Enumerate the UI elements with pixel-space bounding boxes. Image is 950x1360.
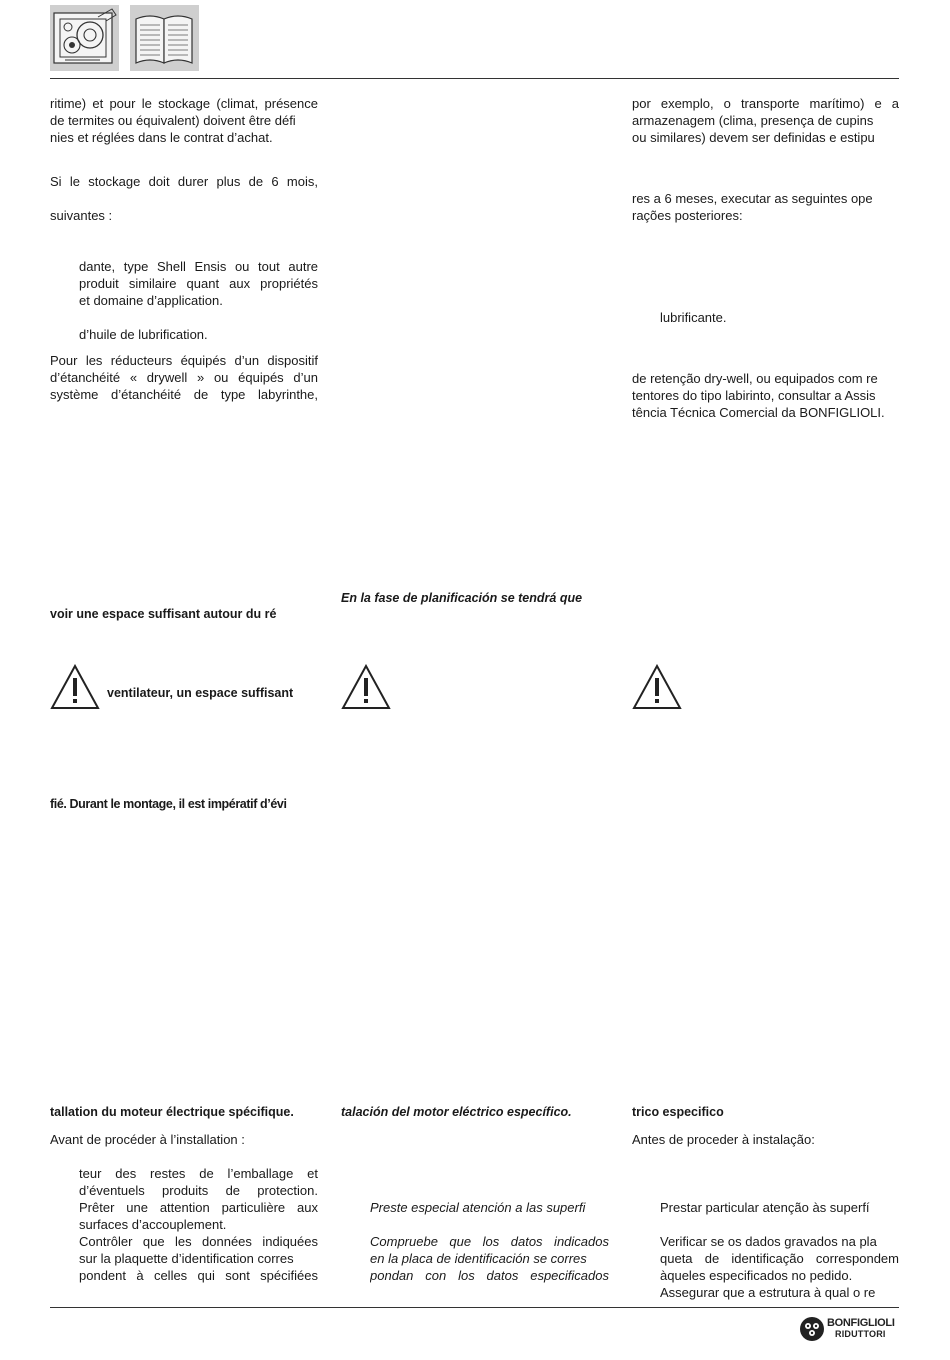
pt-p1-line2: armazenagem (clima, presença de cupins	[632, 113, 874, 128]
fr-warning-icon	[50, 664, 100, 710]
brand-bottom: RIDUTTORI	[835, 1329, 886, 1339]
pt-p1-line3: ou similares) devem ser definidas e estipu	[632, 130, 875, 145]
fr-p2-line1: Si le stockage doit durer plus de 6 mois,	[50, 174, 318, 189]
fr-p3-line2: produit similaire quant aux propriétés	[79, 276, 318, 291]
fr-bold2: fié. Durant le montage, il est impératif d’évi	[50, 797, 287, 811]
pt-p7-line1: Verificar se os dados gravados na pla	[660, 1234, 877, 1249]
es-p2-line3: pondan con los datos especificados	[370, 1268, 609, 1283]
pt-p5: Antes de proceder à instalação:	[632, 1132, 815, 1147]
fr-bold1: voir une espace suffisant autour du ré	[50, 607, 277, 621]
pt-p1-line1: por exemplo, o transporte marítimo) e a	[632, 96, 899, 111]
fr-p1-line3: nies et réglées dans le contrat d’achat.	[50, 130, 273, 145]
pt-bold1: trico especifico	[632, 1105, 724, 1119]
fr-p2-line2: suivantes :	[50, 208, 113, 223]
fr-p5-line3: système d’étanchéité de type labyrinthe,	[50, 387, 318, 402]
footer-rule	[50, 1307, 899, 1308]
fr-p1-line1: ritime) et pour le stockage (climat, présence	[50, 96, 318, 111]
brand-top: BONFIGLIOLI	[827, 1317, 895, 1329]
es-bold1: En la fase de planificación se tendrá que	[341, 591, 583, 605]
bonfiglioli-logo-mark-icon	[799, 1316, 825, 1342]
pt-p7-line3: àqueles especificados no pedido.	[660, 1268, 853, 1283]
fr-p6: Avant de procéder à l’installation :	[50, 1132, 245, 1147]
pt-p7-line2: queta de identificação correspondem	[660, 1251, 899, 1266]
fr-p3-line1: dante, type Shell Ensis ou tout autre	[79, 259, 318, 274]
fr-p7-line3: Prêter une attention particulière aux	[79, 1200, 318, 1215]
fr-p5-line1: Pour les réducteurs équipés d’un dispositif	[50, 353, 318, 368]
pt-p4-line1: de retenção dry-well, ou equipados com re	[632, 371, 878, 386]
fr-bold3: tallation du moteur électrique spécifique.	[50, 1105, 294, 1119]
pt-p4-line2: tentores do tipo labirinto, consultar a Assis	[632, 388, 876, 403]
pt-p6: Prestar particular atenção às superfí	[660, 1200, 870, 1215]
fr-p3-line3: et domaine d’application.	[79, 293, 223, 308]
pt-p4-line3: tência Técnica Comercial da BONFIGLIOLI.	[632, 405, 885, 420]
gearbox-icon	[50, 5, 119, 71]
es-bold2: talación del motor eléctrico específico.	[341, 1105, 572, 1119]
header-rule	[50, 78, 899, 79]
fr-p5-line2: d’étanchéité « drywell » ou équipés d’un	[50, 370, 318, 385]
es-p1: Preste especial atención a las superfi	[370, 1200, 586, 1215]
fr-p7-line6: sur la plaquette d’identification corres	[79, 1251, 294, 1266]
fr-p1-line2: de termites ou équivalent) doivent être défi	[50, 113, 296, 128]
fr-p4: d’huile de lubrification.	[79, 327, 208, 342]
fr-warning-text: ventilateur, un espace suffisant	[107, 686, 294, 700]
fr-p7-line5: Contrôler que les données indiquées	[79, 1234, 318, 1249]
es-p2-line2: en la placa de identificación se corres	[370, 1251, 587, 1266]
pt-p2-line1: res a 6 meses, executar as seguintes ope	[632, 191, 873, 206]
es-p2-line1: Compruebe que los datos indicados	[370, 1234, 609, 1249]
bonfiglioli-logo	[799, 1316, 899, 1342]
fr-p7-line1: teur des restes de l’emballage et	[79, 1166, 318, 1181]
es-warning-icon	[341, 664, 391, 710]
pt-p3: lubrificante.	[660, 310, 727, 325]
fr-p7-line4: surfaces d’accouplement.	[79, 1217, 227, 1232]
pt-warning-icon	[632, 664, 682, 710]
pt-p2-line2: rações posteriores:	[632, 208, 743, 223]
fr-p7-line2: d’éventuels produits de protection.	[79, 1183, 318, 1198]
fr-p7-line7: pondent à celles qui sont spécifiées	[79, 1268, 318, 1283]
manual-book-icon	[130, 5, 199, 71]
pt-p7-line4: Assegurar que a estrutura à qual o re	[660, 1285, 876, 1300]
